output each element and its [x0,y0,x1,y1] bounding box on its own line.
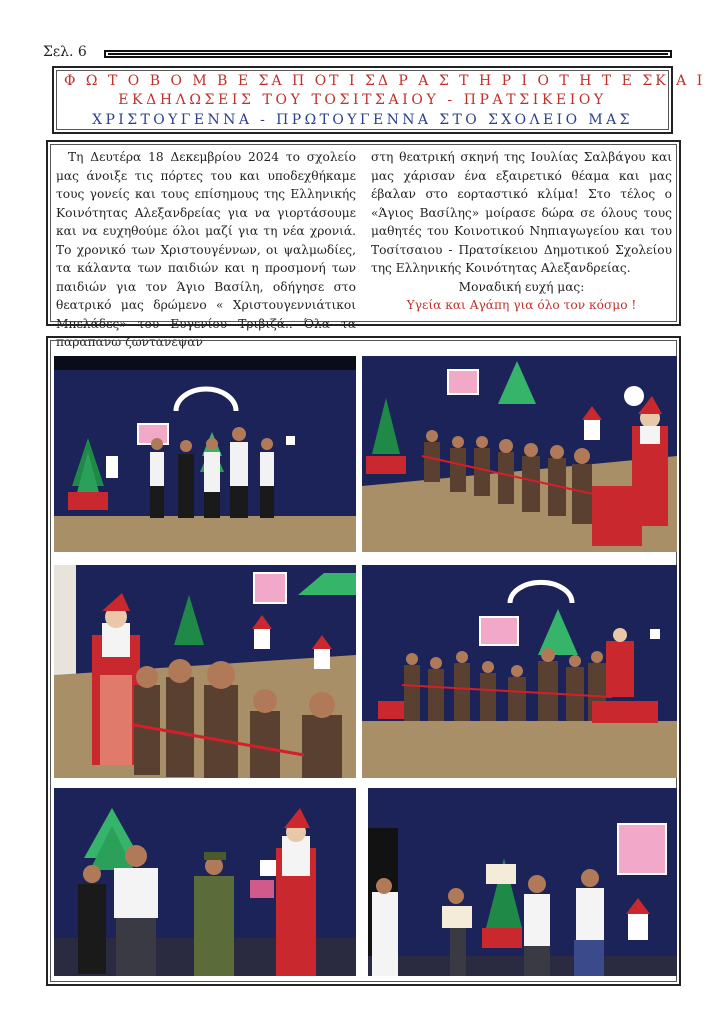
photo-santa-children-close [54,565,356,778]
photo-stage-reindeer-line [362,565,677,778]
title-line-3: ΧΡΙΣΤΟΥΓΕΝΝΑ - ΠΡΩΤΟΥΓΕΝΝΑ ΣΤΟ ΣΧΟΛΕΙΟ ΜΑΣ [92,112,633,128]
title-word: Φ Ω Τ Ο Β Ο Μ Β Ε Σ [64,73,272,89]
title-word: Δ Ρ Α Σ Τ Η Ρ Ι Ο Τ Η Τ Ε Σ [377,73,656,89]
photo-gallery [46,336,681,986]
article-box [46,140,681,349]
title-line-1 [64,73,706,89]
photo-reindeer-santa [362,356,677,552]
photo-stage-singers [54,356,356,552]
title-box [52,66,706,134]
article-right-text: στη θεατρική σκηνή της Ιουλίας Σαλβάγου και μας χάρισαν ένα εξαιρετικό θέαμα και μας έβαλαν στο εορταστικό κλίμα! Στο τέλος ο «Άγιος Βασίλης» μοίρασε δώρα σε όλους τους μαθητές του Κοινοτικού Νηπιαγωγείου και του Τοσίτσαιου - Πρατσίκειου Δημοτικού Σχολείου της Ελληνικής Κοινότητας Αλεξανδρείας. [371,150,672,275]
wish-intro: Μοναδική ευχή μας: [458,279,585,294]
page-number: Σελ. 6 [43,44,87,60]
photo-children-signs [368,788,677,976]
photo-santa-microphone [54,788,356,976]
title-line-2: ΕΚΔΗΛΩΣΕΙΣ ΤΟΥ ΤΟΣΙΤΣΑΙΟΥ - ΠΡΑΤΣΙΚΕΙΟΥ [118,92,607,108]
wish-text: Υγεία και Αγάπη για όλο τον κόσμο ! [406,298,637,312]
header-rule [104,50,672,58]
article-left-column: Τη Δευτέρα 18 Δεκεμβρίου 2024 το σχολείο μας άνοιξε τις πόρτες του και υποδεχθήκαμε τους γονείς και τους επίσημους της Ελληνικής Κοινότητας Αλεξανδρείας για να γιορτάσουμε και να ευχηθούμε όλοι μαζί για τη νέα χρονιά. Το χρονικό των Χριστουγέννων, οι ψαλμωδίες, τα κάλαντα των παιδιών και η προσμονή των παιδιών για τον Άγιο Βασίλη, οδήγησε στο θεατρικό μας δρώμενο « Χριστουγεννιάτικοι Μπελάδες» του Ευγενίου Τριβιζά.. Όλα τα παραπάνω ζωντάνεψαν [56,150,356,349]
article-right-column [371,148,672,315]
title-word: Τ Ι Σ [329,73,378,89]
title-word: Α Π Ο [271,73,330,89]
title-word: Κ Α Ι [655,73,706,89]
